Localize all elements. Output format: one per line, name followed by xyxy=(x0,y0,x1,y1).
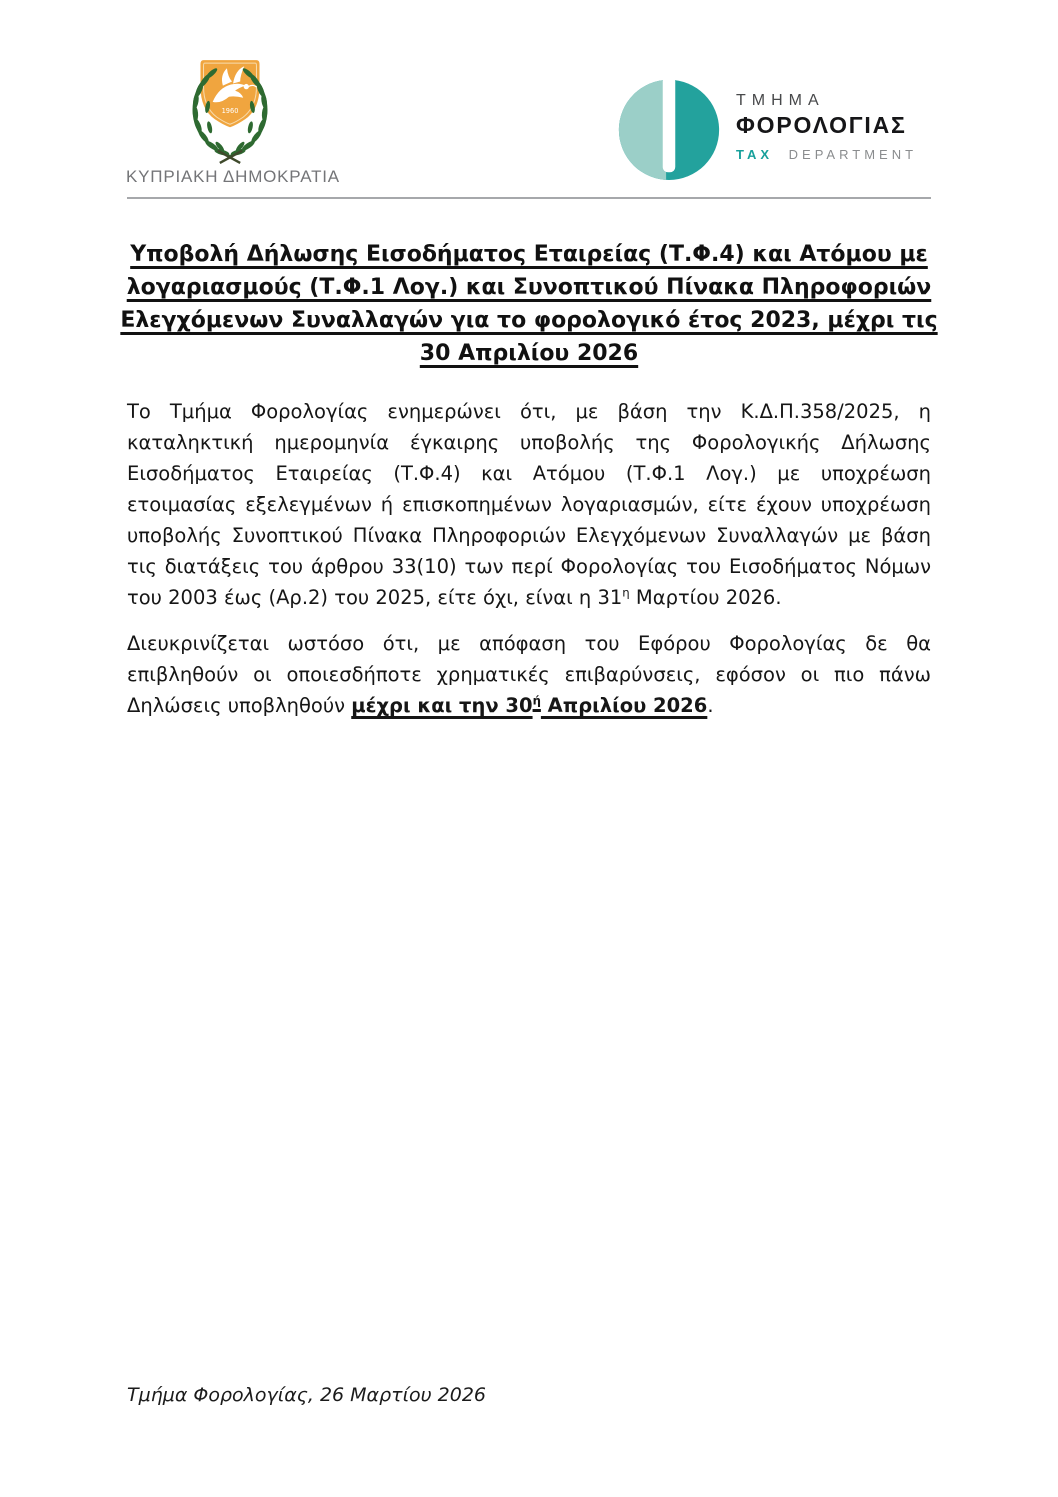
deadline-highlight: μέχρι και την 30 xyxy=(351,694,533,717)
title-line-1: Υποβολή Δήλωσης Εισοδήματος Εταιρείας (Τ.Φ.4) και Ατόμου με xyxy=(130,242,928,267)
tax-department-logo-text xyxy=(736,92,917,162)
tax-logo-greek-name: ΦΟΡΟΛΟΓΙΑΣ xyxy=(736,112,907,138)
deadline-highlight-end: Απριλίου 2026 xyxy=(540,694,708,717)
paragraph2-period: . xyxy=(707,694,714,717)
paragraph1-text-end: Μαρτίου 2026. xyxy=(629,586,782,609)
title-line-3: Ελεγχόμενων Συναλλαγών για το φορολογικό έτος 2023, μέχρι τις xyxy=(120,308,938,333)
tax-logo-greek-dept: ΤΜΗΜΑ xyxy=(736,92,825,109)
tax-department-logo-icon xyxy=(616,70,722,184)
tax-department-logo xyxy=(616,70,946,190)
title-line-4: 30 Απριλίου 2026 xyxy=(419,341,639,366)
paragraph-clarification xyxy=(127,628,931,721)
paragraph-announcement xyxy=(127,396,931,613)
tax-logo-department-word: DEPARTMENT xyxy=(788,147,918,162)
header-divider xyxy=(127,197,931,199)
paragraph1-ordinal-superscript: η xyxy=(622,585,630,600)
document-footer-signature: Τμήμα Φορολογίας, 26 Μαρτίου 2026 xyxy=(127,1384,487,1406)
emblem-year-label: 1960 xyxy=(221,107,239,116)
deadline-ordinal-superscript: ή xyxy=(532,693,541,708)
paragraph2-text: Διευκρινίζεται ωστόσο ότι, με απόφαση του Εφόρου Φορολογίας δε θα επιβληθούν οι οποιεσδήποτε χρηματικές επιβαρύνσεις, εφόσον οι πιο πάνω Δηλώσεις υποβληθούν xyxy=(127,632,931,717)
tax-logo-tax-word: TAX xyxy=(736,147,774,162)
document-body xyxy=(127,396,931,736)
cyprus-coat-of-arms-icon xyxy=(174,56,286,164)
document-title xyxy=(0,238,1058,370)
tax-logo-english-name xyxy=(736,147,917,162)
cyprus-republic-emblem xyxy=(126,56,340,187)
paragraph1-text: Το Τμήμα Φορολογίας ενημερώνει ότι, με βάση την Κ.Δ.Π.358/2025, η καταληκτική ημερομηνία έγκαιρης υποβολής της Φορολογικής Δήλωσης Εισοδήματος Εταιρείας (Τ.Φ.4) και Ατόμου (Τ.Φ.1 Λογ.) με υποχρέωση ετοιμασίας εξελεγμένων ή επισκοπημένων λογαριασμών, είτε έχουν υποχρέωση υποβολής Συνοπτικού Πίνακα Πληροφοριών Ελεγχόμενων Συναλλαγών με βάση τις διατάξεις του άρθρου 33(10) των περί Φορολογίας του Εισοδήματος Νόμων του 2003 έως (Αρ.2) του 2025, είτε όχι, είναι η 31 xyxy=(127,400,931,609)
emblem-caption: ΚΥΠΡΙΑΚΗ ΔΗΜΟΚΡΑΤΙΑ xyxy=(126,167,340,186)
title-line-2: λογαριασμούς (Τ.Φ.1 Λογ.) και Συνοπτικού Πίνακα Πληροφοριών xyxy=(126,275,932,300)
